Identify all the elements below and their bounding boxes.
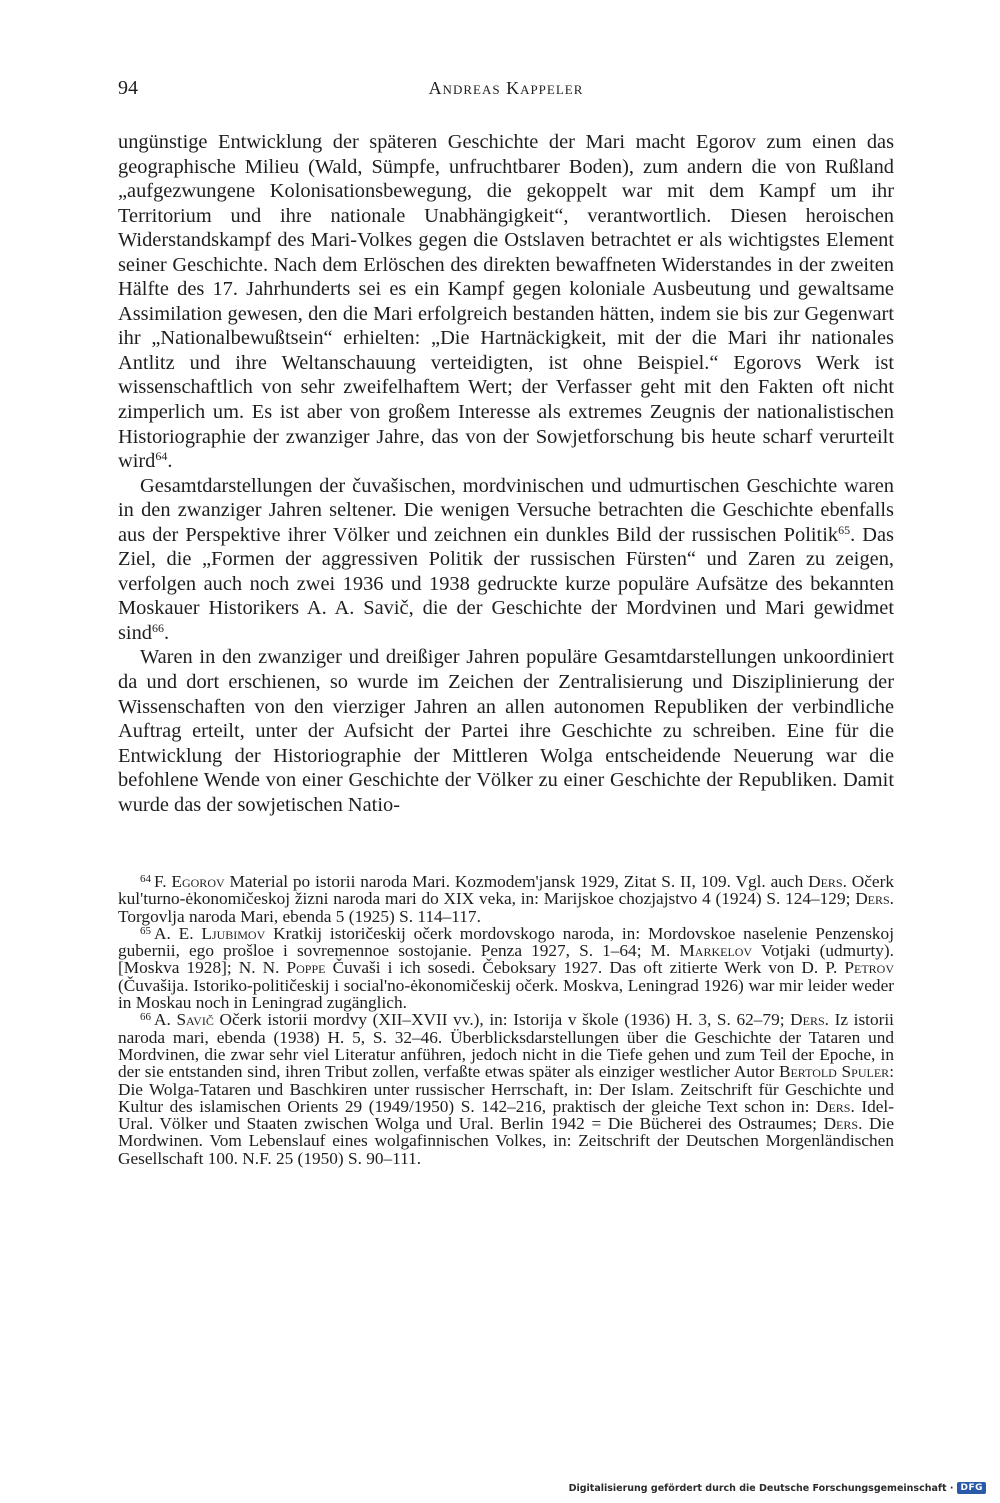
footnote-text: Očerk istorii mordvy (XII–XVII vv.), in: Istorija v škole (1936) H. 3, S. 62–79; — [213, 1010, 791, 1030]
footnote-text: Material po istorii naroda Mari. Kozmodem'jansk 1929, Zitat S. II, 109. Vgl. auch — [224, 872, 809, 891]
paragraph-text: Waren in den zwanziger und dreißiger Jahren populäre Gesamtdarstellungen unkoordiniert da und dort erschienen, so wurde im Zeichen der Zentralisierung und Disziplinierung der Wissenschaften von den vierziger Jahren an allen autonomen Republiken der verbindliche Auftrag erteilt, unter der Aufsicht der Partei ihre Geschichte zu schreiben. Eine für die Entwicklung der Historiographie der Mittleren Wolga entscheidende Neuerung war die befohlene Wende von einer Geschichte der Völker zu einer Geschichte der Republiken. Damit wurde das der sowjetischen Natio- — [118, 646, 894, 816]
paragraph-text: . Das Ziel, die „Formen der aggressiven Politik der russischen Fürsten“ und Zaren zu zeigen, verfolgen auch noch zwei 1936 und 1938 gedruckte kurze populäre Aufsätze des bekannten Moskauer Historikers A. A. Savič, die der Geschichte der Mordvinen und Mari gewidmet sind — [118, 523, 894, 644]
footnote-text: A. E. — [154, 923, 202, 943]
author-name: Poppe — [286, 958, 326, 978]
footnote-number: 64 — [140, 873, 151, 885]
footnote-ref[interactable]: 64 — [155, 449, 168, 464]
author-name: Ljubimov — [201, 923, 266, 943]
paragraph-tail: . — [164, 621, 170, 644]
author-name: Ders. — [808, 872, 847, 891]
author-name: Egorov — [171, 872, 225, 891]
page-number: 94 — [118, 77, 138, 99]
author-name: Petrov — [844, 958, 894, 978]
footnote-text: : Die Wolga-Tataren und Baschkiren unter russischer Herrschaft, in: Der Islam. Zeitschrift für Geschichte und Kultur des islamischen Orients 29 (1949/1950) S. 142–216, praktisch der gleiche Text schon in: — [118, 1062, 894, 1116]
footnote-text: Torgovlja naroda Mari, ebenda 5 (1925) S. 114–117. — [118, 906, 481, 926]
footnote — [118, 1011, 894, 1167]
paragraph — [118, 645, 894, 817]
paragraph-text: ungünstige Entwicklung der späteren Geschichte der Mari macht Egorov zum einen das geographische Milieu (Wald, Sümpfe, unfruchtbarer Boden), zum andern die von Rußland „aufgezwungene Kolonisationsbewegung, die gekoppelt war mit dem Kampf um ihr Territorium und ihre nationale Unabhängigkeit“, verantwortlich. Diesen heroischen Widerstandskampf des Mari-Volkes gegen die Ostslaven betrachtet er als wichtigstes Element seiner Geschichte. Nach dem Erlöschen des direkten bewaffneten Widerstandes in der zweiten Hälfte des 17. Jahrhunderts sei es ein Kampf gegen koloniale Ausbeutung und gewaltsame Assimilation gewesen, den die Mari erfolgreich bestanden hätten, indem sie bis zur Gegenwart ihr „Nationalbewußtsein“ erhielten: „Die Hartnäckigkeit, mit der die Mari ihr nationales Antlitz und ihre Weltanschauung verteidigten, ist ohne Beispiel.“ Egorovs Werk ist wissenschaftlich von sehr zweifelhaftem Wert; der Verfasser geht mit den Fakten oft nicht zimperlich um. Es ist aber von großem Interesse als extremes Zeugnis der nationalistischen Historiographie der zwanziger Jahre, das von der Sowjetforschung bis heute scharf verurteilt wird — [118, 131, 894, 473]
funding-text: Digitalisierung gefördert durch die Deutsche Forschungsgemeinschaft · — [568, 1482, 954, 1494]
footnote-text: (Čuvašija. Istoriko-političeskij i social'no-ėkonomičeskij očerk. Moskva, Leningrad 1926) war mir leider weder in Moskau noch in Leningrad zugänglich. — [118, 975, 894, 1013]
paragraph-tail: . — [167, 450, 173, 473]
footnote-text: Iz istorii naroda mari, ebenda (1938) H. 5, S. 32–46. Überblicksdarstellungen über die Geschichte der Tataren und Mordvinen, die zwar sehr viel Literatur anführen, jedoch nicht in die Tiefe gehen und zum Teil der Epoche, in der sie entstanden sind, ihren Tribut zollen, verfaßte etwas später als einziger westlicher Autor — [118, 1010, 894, 1082]
paragraph — [118, 474, 894, 646]
footnote-text: Votjaki (udmurty). [Moskva 1928]; N. N. — [118, 941, 895, 978]
author-name: Bertold Spuler — [778, 1062, 890, 1082]
footnote-number: 66 — [140, 1011, 151, 1024]
author-name: Ders. — [790, 1010, 829, 1030]
author-name: Ders. — [855, 889, 894, 909]
body-text — [118, 130, 894, 817]
footnote-text: Čuvaši i ich sosedi. Čeboksary 1927. Das oft zitierte Werk von D. P. — [325, 958, 845, 978]
author-name: Savič — [176, 1010, 214, 1030]
footnote-text: Die Mordwinen. Vom Lebenslauf eines wolgafinnischen Volkes, in: Zeitschrift der Deutschen Morgenländischen Gesellschaft 100. N.F. 25 (1950) S. 90–111. — [118, 1114, 895, 1168]
footnote — [118, 925, 894, 1011]
funding-banner — [569, 1480, 986, 1496]
footnote-text: F. — [154, 872, 172, 891]
footnote-text: Idel-Ural. Völker und Staaten zwischen Wolga und Ural. Berlin 1942 = Die Bücherei des Ostraumes; — [118, 1096, 894, 1134]
paragraph-text: Gesamtdarstellungen der čuvašischen, mordvinischen und udmurtischen Geschichte waren in den zwanziger Jahren seltener. Die wenigen Versuche betrachten die Geschichte ebenfalls aus der Perspektive ihrer Völker und zeichnen ein dunkles Bild der russischen Politik — [118, 474, 894, 546]
paragraph — [118, 130, 894, 474]
footnote-ref[interactable]: 65 — [838, 522, 851, 537]
dfg-logo-icon: DFG — [957, 1482, 986, 1494]
running-head: Andreas Kappeler — [428, 78, 584, 98]
author-name: Ders. — [823, 1114, 863, 1134]
footnote-number: 65 — [140, 924, 151, 937]
page-header — [118, 76, 894, 102]
footnotes — [118, 873, 894, 1167]
footnote — [118, 873, 894, 925]
footnote-text: A. — [154, 1010, 177, 1030]
author-name: Ders. — [815, 1096, 855, 1116]
footnote-text: Kratkij istoričeskij očerk mordovskogo naroda, in: Mordovskoe naselenie Penzenskoj gubernii, ego prošloe i sovremennoe sostojanie. Penza 1927, S. 1–64; M. — [118, 923, 895, 961]
footnote-text: Očerk kul'turno-ėkonomičeskoj žizni naroda mari do XIX veka, in: Marijskoe chozjajstvo 4 (1924) S. 124–129; — [118, 872, 895, 909]
footnote-ref[interactable]: 66 — [152, 620, 164, 635]
author-name: Markelov — [679, 941, 753, 961]
